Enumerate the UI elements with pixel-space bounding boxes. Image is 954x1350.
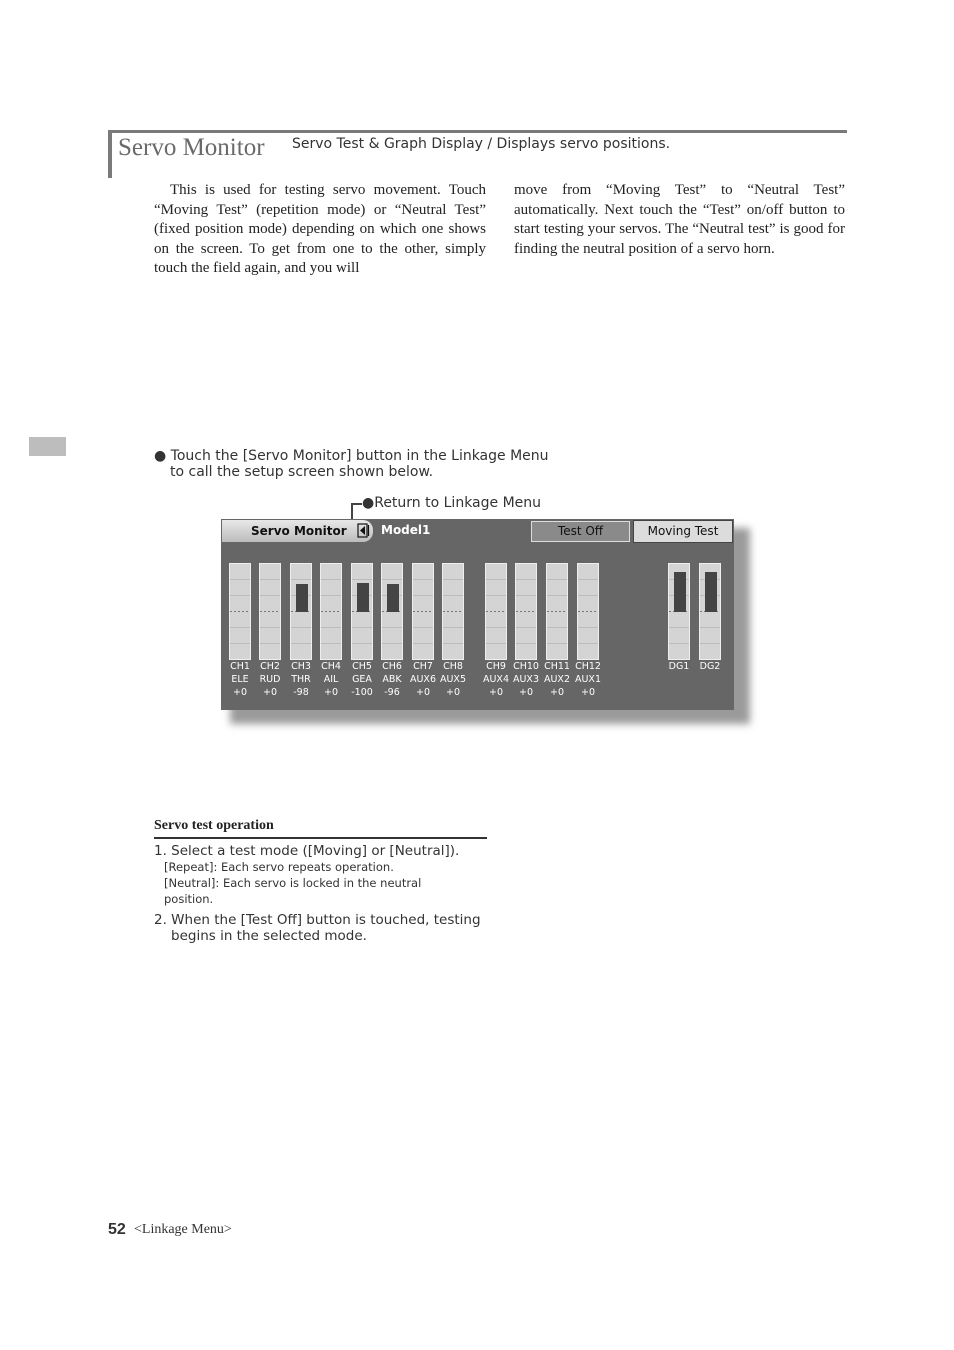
bar-tick — [547, 595, 567, 596]
bar-neutral-line — [486, 611, 506, 612]
return-icon[interactable] — [357, 523, 371, 538]
bar-neutral-line — [230, 611, 250, 612]
channel-value-label: +0 — [323, 687, 338, 698]
bar-tick — [260, 627, 280, 628]
channel-function-label: THR — [291, 674, 311, 685]
dg-label: DG1 — [668, 661, 690, 672]
side-tab-marker — [29, 437, 66, 456]
header-rule — [108, 130, 847, 133]
channel-3-position-indicator — [296, 584, 308, 612]
channel-8-bar — [442, 563, 464, 660]
servo-monitor-tab-label: Servo Monitor — [251, 524, 347, 538]
footer-section: <Linkage Menu> — [134, 1222, 232, 1237]
bar-tick — [486, 579, 506, 580]
bar-tick — [578, 627, 598, 628]
channel-number-label: CH11 — [544, 661, 570, 672]
test-off-button[interactable]: Test Off — [531, 521, 630, 542]
channel-number-label: CH3 — [291, 661, 311, 672]
bar-tick — [321, 595, 341, 596]
channel-value-label: +0 — [488, 687, 503, 698]
bar-tick — [352, 627, 372, 628]
page-number: 52 — [108, 1221, 126, 1238]
bar-tick — [291, 627, 311, 628]
step-2: 2. When the [Test Off] button is touched, testing — [154, 912, 481, 928]
channel-6-bar — [381, 563, 403, 660]
channel-number-label: CH7 — [413, 661, 433, 672]
channel-2-bar — [259, 563, 281, 660]
channel-11-bar — [546, 563, 568, 660]
channel-function-label: AUX4 — [482, 674, 509, 685]
channel-3-bar — [290, 563, 312, 660]
bar-tick — [321, 579, 341, 580]
moving-test-button[interactable]: Moving Test — [633, 520, 733, 543]
bar-neutral-line — [413, 611, 433, 612]
channel-number-label: CH1 — [230, 661, 250, 672]
instruction — [154, 448, 549, 480]
step-1-repeat: [Repeat]: Each servo repeats operation. — [164, 860, 394, 874]
header-bar — [108, 130, 112, 178]
channel-number-label: CH5 — [352, 661, 372, 672]
channel-value-label: +0 — [445, 687, 460, 698]
bar-tick — [352, 643, 372, 644]
bar-tick — [230, 595, 250, 596]
bar-tick — [486, 627, 506, 628]
bar-tick — [230, 579, 250, 580]
bar-tick — [443, 627, 463, 628]
bar-tick — [230, 627, 250, 628]
bar-tick — [486, 643, 506, 644]
step-1: 1. Select a test mode ([Moving] or [Neutral]). — [154, 843, 460, 859]
bar-tick — [260, 595, 280, 596]
channel-12-bar — [577, 563, 599, 660]
bar-tick — [578, 595, 598, 596]
bar-neutral-line — [260, 611, 280, 612]
channel-function-label: GEA — [352, 674, 372, 685]
channel-value-label: +0 — [232, 687, 247, 698]
bar-tick — [321, 627, 341, 628]
step-2-cont: begins in the selected mode. — [171, 928, 367, 944]
channel-function-label: AUX3 — [512, 674, 539, 685]
intro-column-2: move from “Moving Test” to “Neutral Test” automatically. Next touch the “Test” on/off button to start testing your servos. The “Neutral test” is good for finding the neutral position of a servo horn. — [514, 182, 845, 257]
bar-tick — [413, 579, 433, 580]
bar-tick — [700, 627, 720, 628]
bar-tick — [516, 595, 536, 596]
bar-tick — [486, 595, 506, 596]
bar-tick — [578, 643, 598, 644]
bar-tick — [516, 627, 536, 628]
channel-function-label: ABK — [382, 674, 402, 685]
channel-function-label: AUX5 — [439, 674, 466, 685]
channel-number-label: CH9 — [486, 661, 506, 672]
channel-function-label: AUX1 — [574, 674, 601, 685]
model-name: Model1 — [381, 523, 431, 537]
servo-test-rule — [154, 837, 487, 839]
channel-1-bar — [229, 563, 251, 660]
channel-value-label: +0 — [415, 687, 430, 698]
channel-value-label: -98 — [293, 687, 309, 698]
page-subtitle: Servo Test & Graph Display / Displays servo positions. — [292, 136, 671, 152]
bar-tick — [413, 627, 433, 628]
servo-test-heading: Servo test operation — [154, 818, 274, 833]
page-title: Servo Monitor — [118, 134, 265, 161]
bar-tick — [291, 579, 311, 580]
bar-tick — [260, 643, 280, 644]
bar-tick — [413, 643, 433, 644]
channel-value-label: -96 — [384, 687, 400, 698]
instruction-line-1: ● Touch the [Servo Monitor] button in the Linkage Menu — [154, 448, 549, 464]
channel-function-label: RUD — [259, 674, 281, 685]
dg-label: DG2 — [699, 661, 721, 672]
channel-value-label: +0 — [580, 687, 595, 698]
bar-tick — [516, 579, 536, 580]
dg-2-position-indicator — [705, 572, 717, 612]
channel-value-label: +0 — [518, 687, 533, 698]
bar-tick — [547, 579, 567, 580]
channel-value-label: +0 — [549, 687, 564, 698]
dg-1-bar — [668, 563, 690, 660]
bar-neutral-line — [578, 611, 598, 612]
channel-function-label: AIL — [323, 674, 339, 685]
channel-value-label: -100 — [351, 687, 373, 698]
instruction-line-2: to call the setup screen shown below. — [170, 464, 434, 480]
channel-function-label: ELE — [231, 674, 249, 685]
bar-tick — [443, 595, 463, 596]
bar-tick — [547, 643, 567, 644]
channel-9-bar — [485, 563, 507, 660]
channel-number-label: CH6 — [382, 661, 402, 672]
channel-value-label: +0 — [262, 687, 277, 698]
dg-2-bar — [699, 563, 721, 660]
intro-column-1: This is used for testing servo movement. Touch “Moving Test” (repetition mode) or “Neutral Test” (fixed position mode) depending on which one shows on the screen. To get from one to the other, simply touch the field again, and you will — [154, 182, 486, 276]
callout-return-label: ●Return to Linkage Menu — [362, 495, 542, 511]
bar-tick — [230, 643, 250, 644]
step-1-neutral-cont: position. — [164, 892, 214, 906]
bar-tick — [352, 579, 372, 580]
channel-10-bar — [515, 563, 537, 660]
bar-tick — [291, 643, 311, 644]
bar-neutral-line — [516, 611, 536, 612]
channel-number-label: CH8 — [443, 661, 463, 672]
callout-leader — [351, 503, 362, 505]
bar-tick — [382, 579, 402, 580]
bar-tick — [700, 643, 720, 644]
channel-6-position-indicator — [387, 584, 399, 612]
bar-tick — [669, 643, 689, 644]
bar-tick — [578, 579, 598, 580]
channel-number-label: CH4 — [321, 661, 341, 672]
dg-1-position-indicator — [674, 572, 686, 612]
bar-neutral-line — [321, 611, 341, 612]
bar-tick — [669, 627, 689, 628]
bar-tick — [443, 643, 463, 644]
channel-number-label: CH2 — [260, 661, 280, 672]
bar-tick — [382, 627, 402, 628]
bar-neutral-line — [443, 611, 463, 612]
bar-tick — [321, 643, 341, 644]
channel-function-label: AUX2 — [543, 674, 570, 685]
channel-5-bar — [351, 563, 373, 660]
bar-tick — [413, 595, 433, 596]
channel-function-label: AUX6 — [409, 674, 436, 685]
bar-tick — [516, 643, 536, 644]
step-1-neutral: [Neutral]: Each servo is locked in the neutral — [164, 876, 422, 890]
bar-tick — [382, 643, 402, 644]
bar-tick — [260, 579, 280, 580]
channel-4-bar — [320, 563, 342, 660]
channel-number-label: CH10 — [513, 661, 539, 672]
bar-neutral-line — [547, 611, 567, 612]
bar-tick — [547, 627, 567, 628]
channel-number-label: CH12 — [575, 661, 601, 672]
bar-tick — [443, 579, 463, 580]
channel-7-bar — [412, 563, 434, 660]
channel-5-position-indicator — [357, 583, 369, 612]
